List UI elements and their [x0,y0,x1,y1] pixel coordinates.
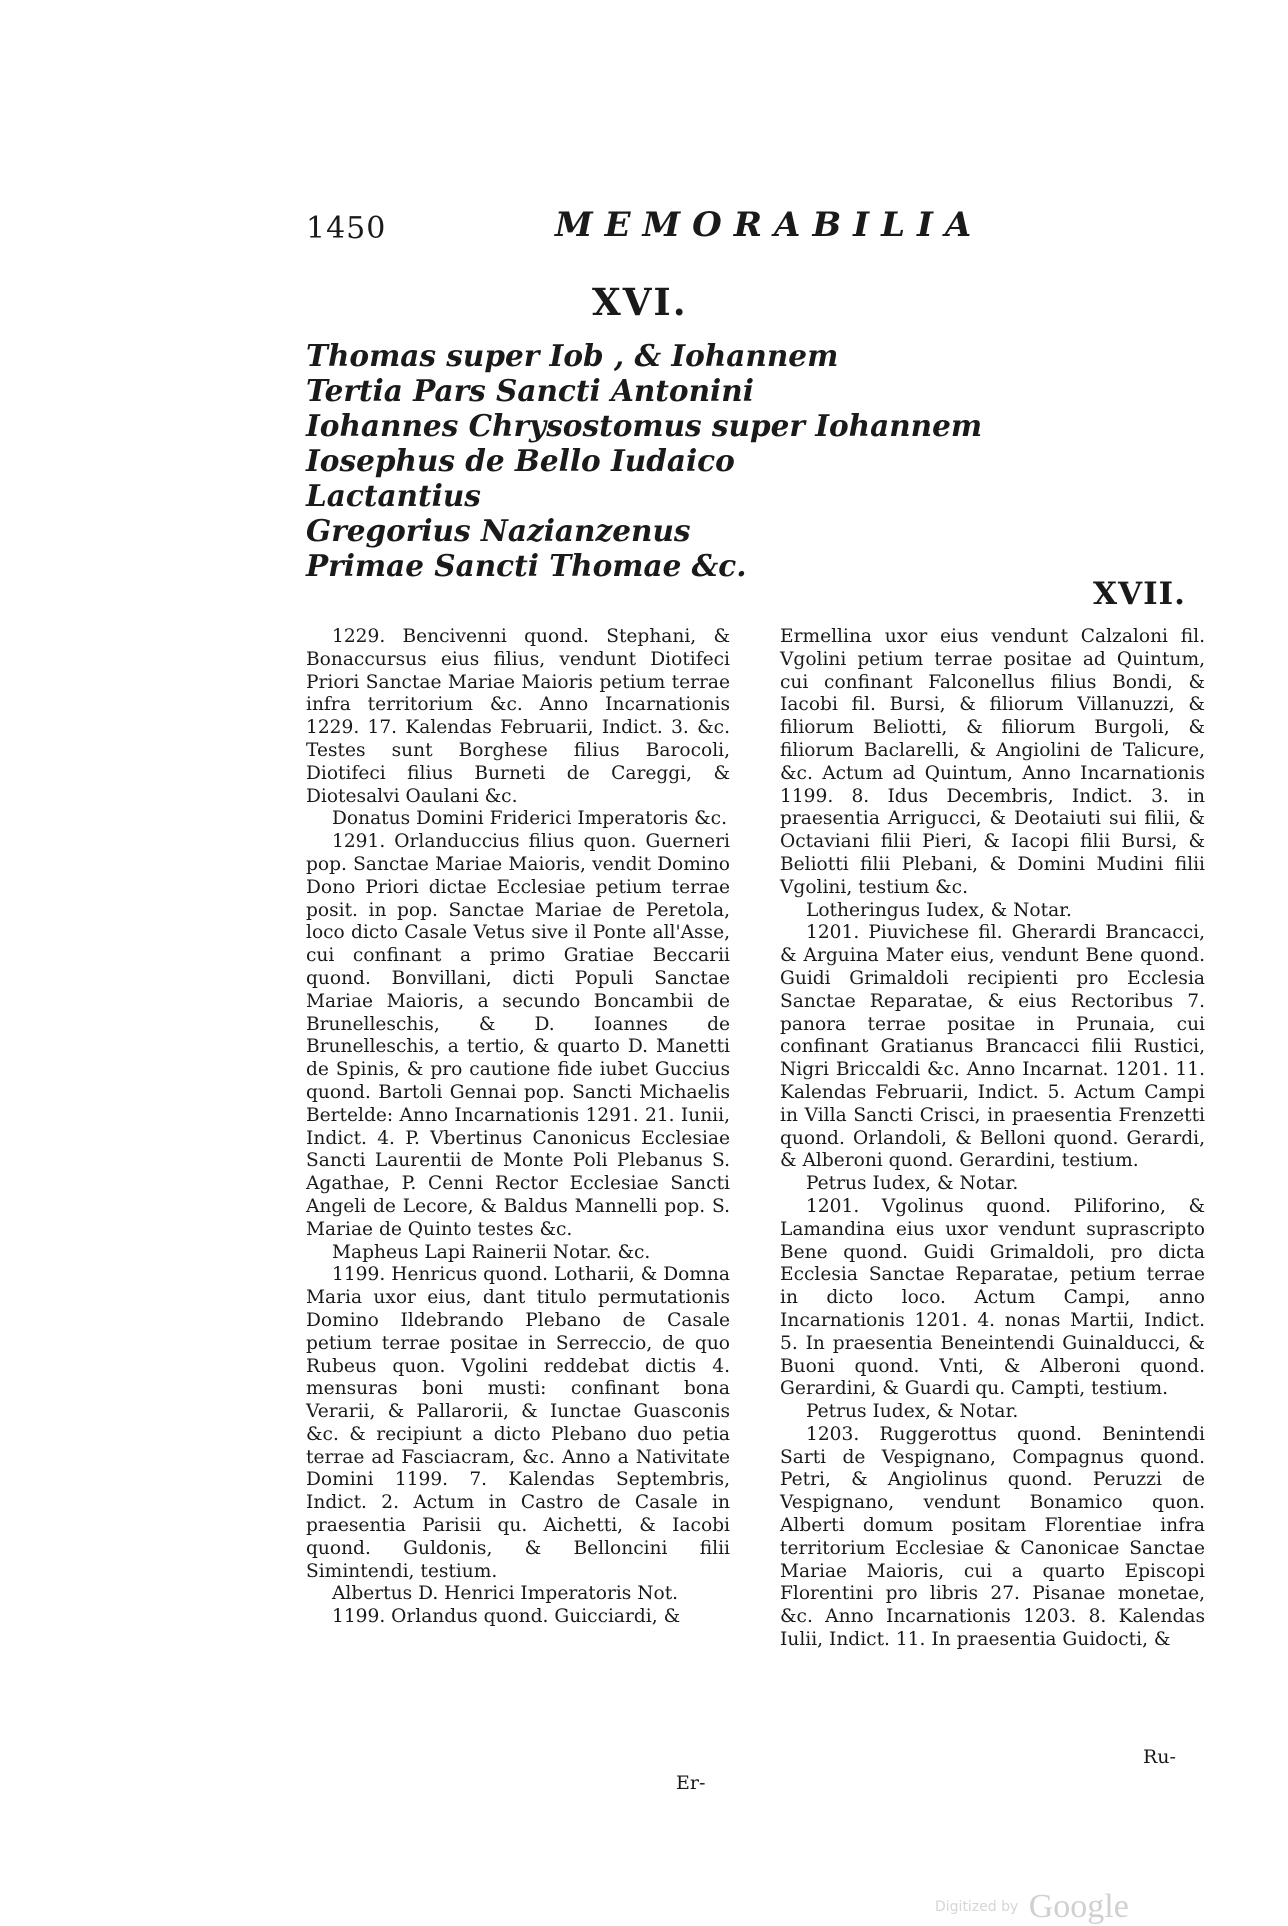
paragraph: Petrus Iudex, & Notar. [806,1401,1019,1423]
book-list [306,338,982,583]
paragraph: Albertus D. Henrici Imperatoris Not. [332,1583,679,1605]
paragraph: 1199. Henricus quond. Lotharii, & Domna Maria uxor eius, dant titulo permutationis Domino Ildebrando Plebano de Casale petium terrae positae in Serreccio, de quo Rubeus quon. Vgolini reddebat dictis 4. mensuras boni musti: confinant bona Verarii, & Pallarorii, & Iunctae Guasconis &c. & recipiunt a dicto Plebano duo petia terrae ad Fasciacram, &c. Anno a Nativitate Domini 1199. 7. Kalendas Septembris, Indict. 2. Actum in Castro de Casale in praesentia Parisii qu. Aichetti, & Iacobi quond. Guldonis, & Belloncini filii Simintendi, testium. [306,1264,730,1582]
book-list-item: Iohannes Chrysostomus super Iohannem [306,408,983,443]
right-column [780,626,1205,1652]
watermark-brand: Google [1028,1888,1129,1925]
paragraph: 1203. Ruggerottus quond. Benintendi Sarti de Vespignano, Compagnus quond. Petri, & Angiolinus quond. Peruzzi de Vespignano, vendunt Bonamico quon. Alberti domum positam Florentiae infra territorium Ecclesiae & Canonicae Sanctae Mariae Maioris, cui a quarto Episcopi Florentini pro libris 27. Pisanae monetae, &c. Anno Incarnationis 1203. 8. Kalendas Iulii, Indict. 11. In praesentia Guidocti, & [780,1423,1205,1651]
book-list-item: Thomas super Iob , & Iohannem [306,338,839,373]
section-heading-xvi: XVI. [592,280,688,324]
paragraph: 1199. Orlandus quond. Guicciardi, & [332,1606,681,1628]
section-heading-xvii: XVII. [1093,576,1186,612]
paragraph: 1201. Vgolinus quond. Piliforino, & Lamandina eius uxor vendunt suprascripto Bene quond. Guidi Grimaldoli, pro dicta Ecclesia Sanctae Reparatae, petium terrae in dicto loco. Actum Campi, anno Incarnationis 1201. 4. nonas Martii, Indict. 5. In praesentia Beneintendi Guinalducci, & Buoni quond. Vnti, & Alberoni quond. Gerardini, & Guardi qu. Campti, testium. [780,1195,1205,1400]
book-list-item: Lactantius [306,478,481,513]
paragraph: Mapheus Lapi Rainerii Notar. &c. [332,1241,651,1263]
book-list-item: Tertia Pars Sancti Antonini [306,373,754,408]
page-number: 1450 [306,211,387,246]
book-list-item: Iosephus de Bello Iudaico [306,443,735,478]
paragraph: Lotheringus Iudex, & Notar. [806,899,1072,921]
running-head: MEMORABILIA [555,205,984,245]
right-catchword: Ru- [1143,1746,1176,1768]
paragraph: 1201. Piuvichese fil. Gherardi Brancacci, & Arguina Mater eius, vendunt Bene quond. Guidi Grimaldoli recipienti pro Ecclesia Sanctae Reparatae, & eius Rectoribus 7. panora terrae positae in Prunaia, cui confinant Gratianus Brancacci filii Rustici, Nigri Briccaldi &c. Anno Incarnat. 1201. 11. Kalendas Februarii, Indict. 5. Actum Campi in Villa Sancti Crisci, in praesentia Frenzetti quond. Orlandoli, & Belloni quond. Gerardi, & Alberoni quond. Gerardini, testium. [780,922,1205,1172]
paragraph: Petrus Iudex, & Notar. [806,1173,1019,1195]
digitization-watermark [935,1888,1129,1926]
paragraph: Donatus Domini Friderici Imperatoris &c. [332,808,728,830]
paragraph: 1291. Orlanduccius filius quon. Guerneri pop. Sanctae Mariae Maioris, vendit Domino Dono Priori dictae Ecclesiae petium terrae posit. in pop. Sanctae Mariae de Peretola, loco dicto Casale Vetus sive il Ponte all'Asse, cui confinant a primo Gratiae Beccarii quond. Bonvillani, dicti Populi Sanctae Mariae Maioris, a secundo Boncambii de Brunelleschis, & D. Ioannes de Brunelleschis, a tertio, & quarto D. Manetti de Spinis, & pro cautione fide iubet Guccius quond. Bartoli Gennai pop. Sancti Michaelis Bertelde: Anno Incarnationis 1291. 21. Iunii, Indict. 4. P. Vbertinus Canonicus Ecclesiae Sancti Laurentii de Monte Poli Plebanus S. Agathae, P. Cenni Rector Ecclesiae Sancti Angeli de Lecore, & Baldus Mannelli pop. S. Mariae de Quinto testes &c. [306,831,730,1240]
left-column [306,626,730,1629]
left-catchword: Er- [676,1772,706,1794]
watermark-prefix: Digitized by [935,1899,1019,1915]
paragraph: 1229. Bencivenni quond. Stephani, & Bonaccursus eius filius, vendunt Diotifeci Priori Sanctae Mariae Maioris petium terrae infra territorium &c. Anno Incarnationis 1229. 17. Kalendas Februarii, Indict. 3. &c. Testes sunt Borghese filius Barocoli, Diotifeci filius Burneti de Careggi, & Diotesalvi Oaulani &c. [306,626,730,807]
paragraph: Ermellina uxor eius vendunt Calzaloni fil. Vgolini petium terrae positae ad Quintum, cui confinant Falconellus filius Bondi, & Iacobi fil. Bursi, & filiorum Villanuzzi, & filiorum Beliotti, & filiorum Burgoli, & filiorum Baclarelli, & Angiolini de Talicure, &c. Actum ad Quintum, Anno Incarnationis 1199. 8. Idus Decembris, Indict. 3. in praesentia Arrigucci, & Deotaiuti sui filii, & Octaviani filii Pieri, & Iacopi filii Bursi, & Beliotti filii Plebani, & Domini Mudini filii Vgolini, testium &c. [780,626,1205,898]
book-list-item: Primae Sancti Thomae &c. [306,548,747,583]
book-list-item: Gregorius Nazianzenus [306,513,691,548]
